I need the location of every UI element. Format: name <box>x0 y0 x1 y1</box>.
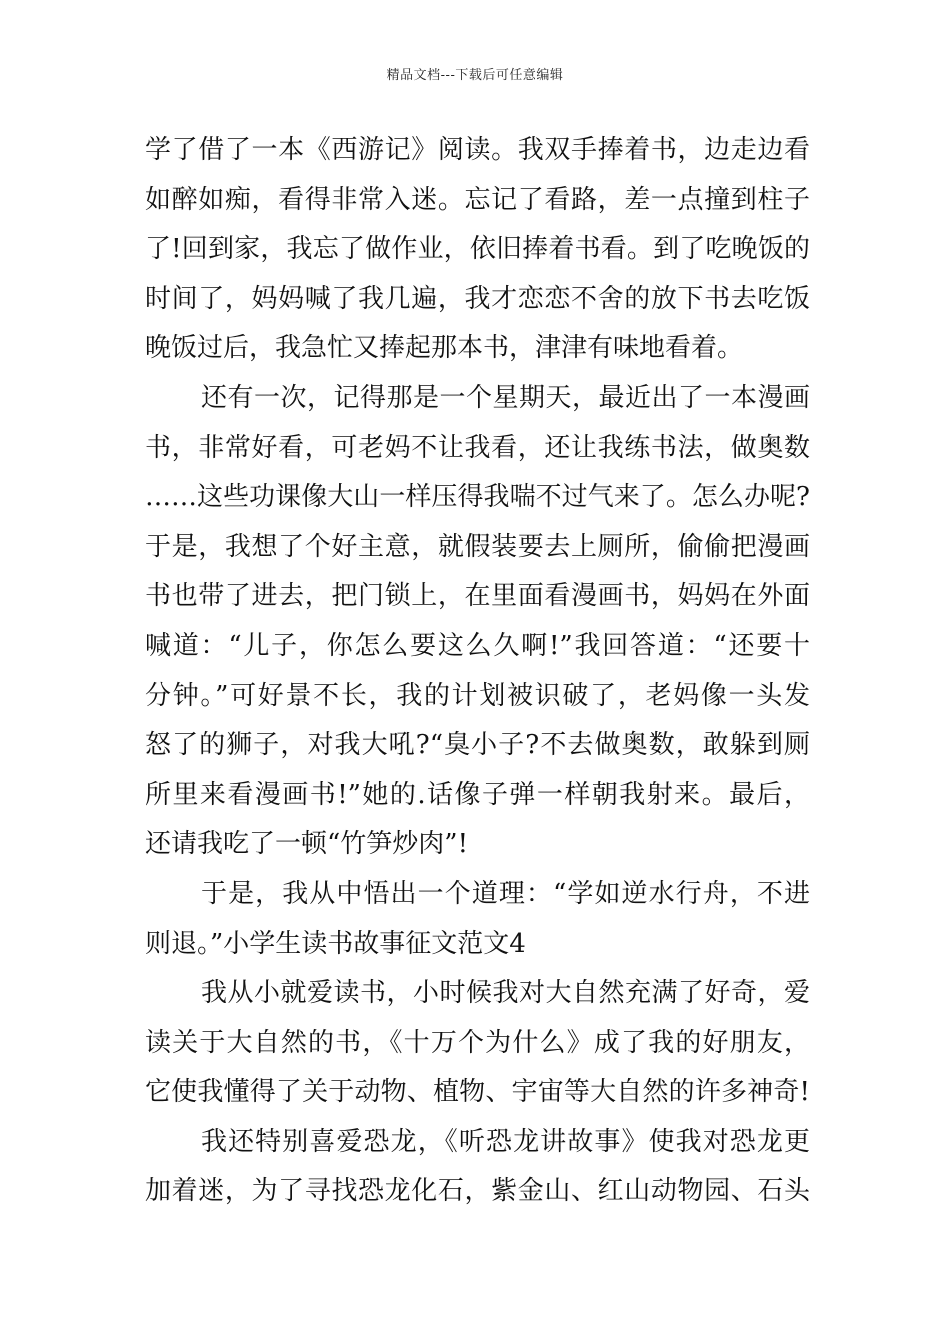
text-line: 怒了的狮子，对我大吼?“臭小子?不去做奥数，敢躲到厕 <box>145 730 810 761</box>
text-line: 加着迷，为了寻找恐龙化石，紫金山、红山动物园、石头 <box>145 1176 810 1207</box>
text-line: 了!回到家，我忘了做作业，依旧捧着书看。到了吃晚饭的 <box>145 234 810 265</box>
body-text <box>145 126 810 1217</box>
text-line: 于是，我想了个好主意，就假装要去上厕所，偷偷把漫画 <box>145 531 810 562</box>
text-line: ……这些功课像大山一样压得我喘不过气来了。怎么办呢? <box>145 482 810 513</box>
page-header: 精品文档---下载后可任意编辑 <box>386 68 564 83</box>
text-line: 我还特别喜爱恐龙，《听恐龙讲故事》使我对恐龙更 <box>201 1126 810 1157</box>
text-line: 学了借了一本《西游记》阅读。我双手捧着书，边走边看 <box>145 135 810 165</box>
text-line: 还请我吃了一顿“竹笋炒肉”! <box>145 829 469 860</box>
text-line: 于是，我从中悟出一个道理：“学如逆水行舟，不进 <box>201 878 810 909</box>
text-line: 我从小就爱读书，小时候我对大自然充满了好奇，爱 <box>201 978 810 1009</box>
text-line: 书，非常好看，可老妈不让我看，还让我练书法，做奥数 <box>145 432 810 463</box>
text-line: 读关于大自然的书，《十万个为什么》成了我的好朋友， <box>145 1027 810 1058</box>
text-line: 时间了，妈妈喊了我几遍，我才恋恋不舍的放下书去吃饭 <box>145 283 810 314</box>
text-line: 喊道：“儿子，你怎么要这么久啊!”我回答道：“还要十 <box>145 630 810 661</box>
text-line: 如醉如痴，看得非常入迷。忘记了看路，差一点撞到柱子 <box>145 184 810 215</box>
text-line: 所里来看漫画书!”她的.话像子弹一样朝我射来。最后， <box>145 779 810 810</box>
text-line: 它使我懂得了关于动物、植物、宇宙等大自然的许多神奇! <box>145 1077 810 1108</box>
text-line: 则退。”小学生读书故事征文范文4 <box>145 928 526 959</box>
text-line: 分钟。”可好景不长，我的计划被识破了，老妈像一头发 <box>145 680 810 711</box>
text-line: 还有一次，记得那是一个星期天，最近出了一本漫画 <box>201 382 810 413</box>
text-line: 晚饭过后，我急忙又捧起那本书，津津有味地看着。 <box>145 333 744 364</box>
text-line: 书也带了进去，把门锁上，在里面看漫画书，妈妈在外面 <box>145 581 810 612</box>
